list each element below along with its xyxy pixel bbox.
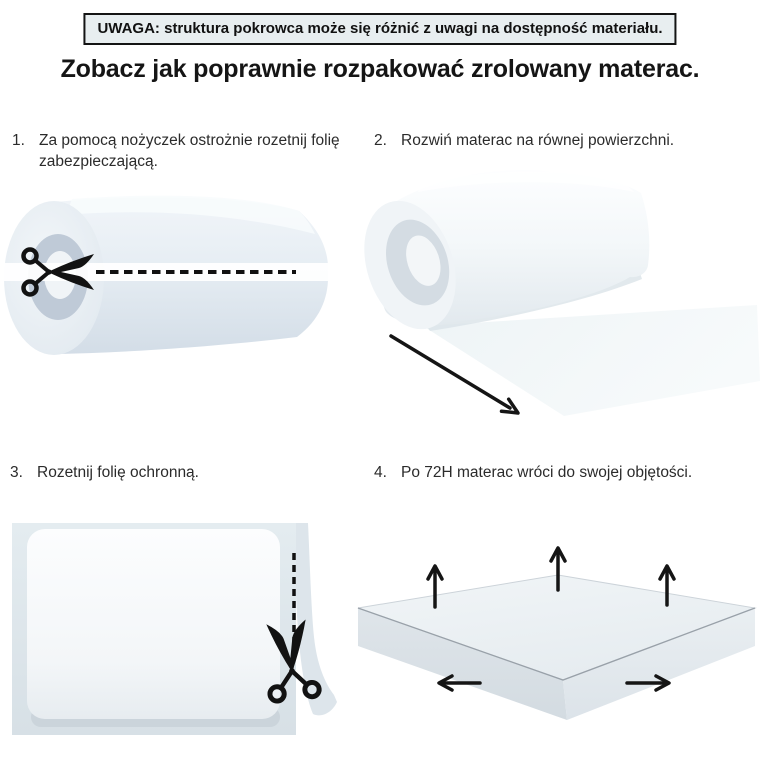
step-1-caption (12, 130, 342, 173)
rolled-mattress-illustration (0, 180, 360, 410)
step-4-caption (374, 462, 756, 483)
flat-mattress (27, 529, 280, 719)
page-title: Zobacz jak poprawnie rozpakować zrolowany materac. (60, 55, 700, 83)
mattress-slab (358, 575, 755, 720)
step-3-caption (10, 462, 350, 483)
notice-banner-text: UWAGA: struktura pokrowca może się różnić z uwagi na dostępność materiału. (97, 20, 663, 37)
step-2-caption (374, 130, 746, 151)
step-1-number: 1. (12, 132, 25, 149)
step-3-text: Rozetnij folię ochronną. (37, 464, 199, 481)
step-3-number: 3. (10, 464, 23, 481)
step-4-text: Po 72H materac wróci do swojej objętości. (401, 464, 693, 481)
foil-cutting-illustration (0, 505, 350, 760)
step-2-number: 2. (374, 132, 387, 149)
step-1-text: Za pomocą nożyczek ostrożnie rozetnij folię zabezpieczającą. (39, 132, 340, 171)
step-2-text: Rozwiń materac na równej powierzchni. (401, 132, 675, 149)
expanding-mattress-illustration (355, 520, 760, 760)
unrolling-mattress-illustration (360, 165, 760, 425)
notice-banner (83, 13, 676, 45)
step-4-number: 4. (374, 464, 387, 481)
